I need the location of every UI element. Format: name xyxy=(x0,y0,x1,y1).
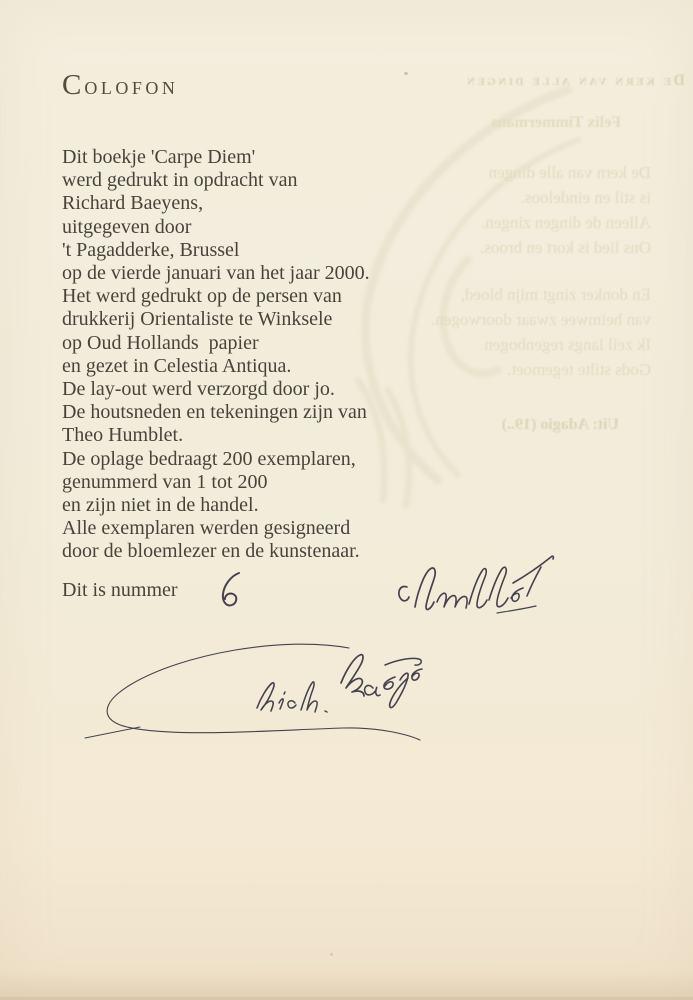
ghost-line: Gods stilte tegemoet. xyxy=(506,360,651,379)
handwritten-copy-number xyxy=(218,570,246,612)
colophon-line: 't Pagadderke, Brussel xyxy=(62,238,240,261)
colophon-line: en zijn niet in de handel. xyxy=(62,494,259,517)
ghost-poem-author: Felix Timmermans xyxy=(491,114,621,131)
colophon-line: drukkerij Orientaliste te Winksele xyxy=(62,308,333,331)
ghost-attribution: Uit: Adagio (19..) xyxy=(501,416,619,433)
copy-number-row xyxy=(62,579,178,602)
colophon-line: door de bloemlezer en de kunstenaar. xyxy=(62,540,360,563)
colophon-line: Het werd gedrukt op de persen van xyxy=(62,285,342,308)
ghost-line: En donker zingt mijn bloed, xyxy=(460,285,651,304)
colophon-line: De lay-out werd verzorgd door jo. xyxy=(62,378,335,401)
colophon-line: werd gedrukt in opdracht van xyxy=(62,169,298,192)
ghost-line: Ik zeil langs regenbogen xyxy=(484,335,651,354)
ghost-line: van heimwee zwaar doorwogen. xyxy=(431,310,651,329)
colophon-line: uitgegeven door xyxy=(62,215,192,238)
colophon-line: Dit boekje 'Carpe Diem' xyxy=(62,146,256,168)
publisher-signature xyxy=(85,635,425,755)
colophon-line: Richard Baeyens, xyxy=(62,192,204,215)
colophon-line: Alle exemplaren werden gesigneerd xyxy=(62,517,351,540)
ghost-line: is stil en eindeloos. xyxy=(520,188,651,207)
colophon-text xyxy=(62,146,370,564)
page-title xyxy=(62,70,178,100)
verso-show-through xyxy=(328,72,691,492)
colophon-line: en gezet in Celestia Antiqua. xyxy=(62,354,292,377)
colophon-line: Theo Humblet. xyxy=(62,424,184,447)
page-title-rest: OLOFON xyxy=(84,78,179,98)
artist-signature xyxy=(393,550,568,620)
ghost-stanza-2 xyxy=(328,282,651,382)
paper-speck xyxy=(330,953,333,956)
paper-speck xyxy=(404,72,408,75)
colophon-line: De oplage bedraagt 200 exemplaren, xyxy=(62,447,356,470)
ghost-stanza-1 xyxy=(328,160,651,260)
ghost-line: Alleen de dingen zingen. xyxy=(481,213,651,232)
colophon-line: genummerd van 1 tot 200 xyxy=(62,470,268,493)
colophon-line: op de vierde januari van het jaar 2000. xyxy=(62,262,370,285)
page-title-initial: C xyxy=(62,69,85,101)
ghost-line: Ons lied is kort en broos. xyxy=(480,238,651,257)
colophon-line: op Oud Hollands papier xyxy=(62,331,259,354)
colophon-line: De houtsneden en tekeningen zijn van xyxy=(62,401,367,424)
copy-number-label: Dit is nummer xyxy=(62,579,178,601)
ghost-poem-title: De kern van alle dingen xyxy=(464,72,685,89)
ghost-line: De kern van alle dingen xyxy=(488,163,651,182)
